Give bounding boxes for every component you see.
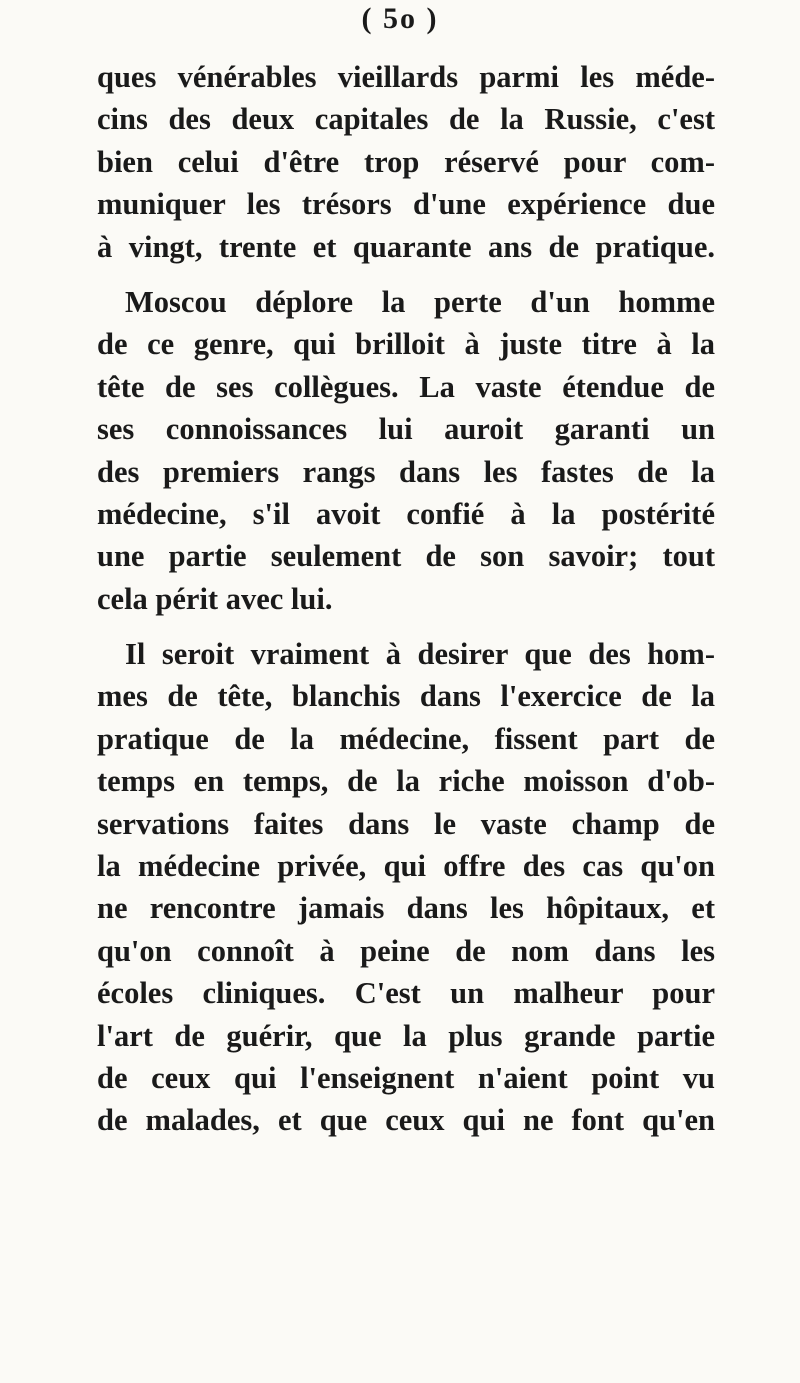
text-line: ne rencontre jamais dans les hôpitaux, et <box>97 891 715 926</box>
page-number: ( 5o ) <box>361 2 439 35</box>
text-line: cela périt avec lui. <box>97 581 333 616</box>
text-line: Il seroit vraiment à desirer que des hom- <box>125 637 715 672</box>
text-line: écoles cliniques. C'est un malheur pour <box>97 976 715 1011</box>
text-line: de ceux qui l'enseignent n'aient point vu <box>97 1060 715 1095</box>
text-line: Moscou déplore la perte d'un homme <box>125 284 715 319</box>
text-line: de ce genre, qui brilloit à juste titre à la <box>97 327 715 362</box>
paragraph-1 <box>97 56 715 268</box>
text-line: des premiers rangs dans les fastes de la <box>97 454 715 489</box>
text-line: cins des deux capitales de la Russie, c'est <box>97 102 715 137</box>
text-line: de malades, et que ceux qui ne font qu'en <box>97 1103 715 1138</box>
text-line: ques vénérables vieillards parmi les méde- <box>97 60 715 94</box>
page-body <box>97 56 715 1155</box>
text-line: bien celui d'être trop réservé pour com- <box>97 144 715 179</box>
text-line: mes de tête, blanchis dans l'exercice de la <box>97 679 715 714</box>
paragraph-3 <box>97 633 715 1142</box>
text-line: à vingt, trente et quarante ans de pratique. <box>97 229 715 264</box>
text-line: ses connoissances lui auroit garanti un <box>97 412 715 447</box>
text-line: temps en temps, de la riche moisson d'ob- <box>97 764 715 799</box>
text-line: médecine, s'il avoit confié à la postérité <box>97 496 715 531</box>
text-line: l'art de guérir, que la plus grande partie <box>97 1018 715 1053</box>
text-line: pratique de la médecine, fissent part de <box>97 721 715 756</box>
text-line: une partie seulement de son savoir; tout <box>97 539 715 574</box>
text-line: la médecine privée, qui offre des cas qu'on <box>97 849 715 884</box>
text-line: qu'on connoît à peine de nom dans les <box>97 933 715 968</box>
text-line: tête de ses collègues. La vaste étendue de <box>97 369 715 404</box>
text-line: servations faites dans le vaste champ de <box>97 806 715 841</box>
paragraph-2 <box>97 281 715 620</box>
text-line: muniquer les trésors d'une expérience due <box>97 187 715 222</box>
